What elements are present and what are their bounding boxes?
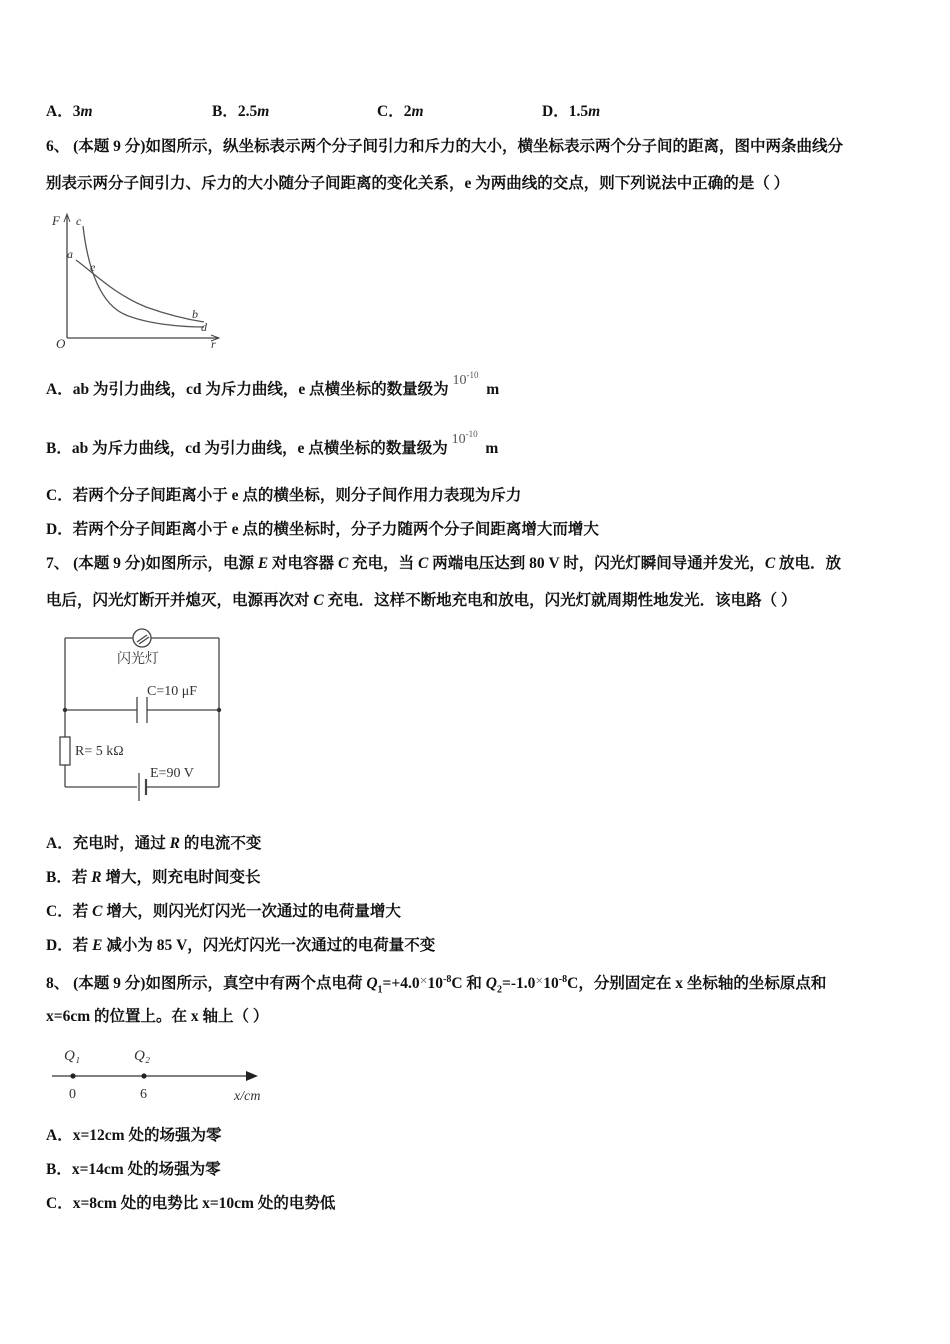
svg-text:R= 5 kΩ: R= 5 kΩ (75, 744, 124, 759)
q5-option-a: A．3m (46, 103, 93, 120)
q8-option-b: B．x=14cm 处的场强为零 (46, 1161, 221, 1178)
q6-force-graph (46, 210, 226, 355)
power-10: $10^{-10}$ (451, 429, 478, 447)
q8-axis-diagram (48, 1042, 278, 1104)
svg-text:Q₂: Q₂ (134, 1048, 151, 1064)
q6-option-d: D．若两个分子间距离小于 e 点的横坐标时，分子力随两个分子间距离增大而增大 (46, 521, 599, 538)
q6-option-b: B．ab 为斥力曲线，cd 为引力曲线，e 点横坐标的数量级为 $10^{-10}$ m (46, 429, 499, 457)
q7-option-c: C．若 C 增大，则闪光灯闪光一次通过的电荷量增大 (46, 903, 401, 920)
svg-text:F: F (52, 213, 60, 228)
q8-stem-line1: 8、 (本题 9 分)如图所示，真空中有两个点电荷 $Q_1=+4.0\times 10^{-8}C$ 和 $Q_2=-1.0\times 10^{-8}C$，分别固定在 x 坐标轴的坐标原点和 (46, 974, 827, 996)
q6-stem-line2: 别表示两分子间引力、斥力的大小随分子间距离的变化关系，e 为两曲线的交点，则下列说法中正确的是（ ） (46, 175, 790, 192)
svg-text:Q₁: Q₁ (64, 1048, 81, 1064)
q6-option-c: C．若两个分子间距离小于 e 点的横坐标，则分子间作用力表现为斥力 (46, 487, 522, 504)
svg-text:c: c (76, 214, 82, 228)
q7-stem-line2: 电后，闪光灯断开并熄灭，电源再次对 C 充电．这样不断地充电和放电，闪光灯就周期性地发光．该电路（ ） (46, 592, 797, 609)
svg-text:a: a (67, 247, 73, 261)
q6-stem-line1: 6、 (本题 9 分)如图所示，纵坐标表示两个分子间引力和斥力的大小，横坐标表示两个分子间的距离，图中两条曲线分 (46, 138, 843, 155)
svg-text:6: 6 (140, 1087, 147, 1102)
q5-option-b: B．2.5m (212, 103, 270, 120)
svg-text:b: b (192, 307, 198, 321)
q7-option-a: A．充电时，通过 R 的电流不变 (46, 835, 262, 852)
svg-text:C=10 μF: C=10 μF (147, 684, 198, 699)
svg-text:闪光灯: 闪光灯 (117, 652, 159, 667)
q7-circuit-diagram (55, 625, 230, 805)
q5-option-d: D．1.5m (542, 103, 601, 120)
svg-text:e: e (90, 260, 96, 274)
svg-text:x/cm: x/cm (234, 1089, 261, 1104)
q8-option-a: A．x=12cm 处的场强为零 (46, 1127, 222, 1144)
q5-option-c: C．2m (377, 103, 424, 120)
resistor-icon (60, 737, 70, 765)
q7-option-d: D．若 E 减小为 85 V，闪光灯闪光一次通过的电荷量不变 (46, 937, 436, 954)
svg-text:E=90 V: E=90 V (150, 766, 194, 781)
svg-text:r: r (211, 337, 216, 351)
q7-stem-line1: 7、 (本题 9 分)如图所示，电源 E 对电容器 C 充电，当 C 两端电压达到 80 V 时，闪光灯瞬间导通并发光，C 放电．放 (46, 555, 842, 572)
svg-text:O: O (56, 336, 66, 351)
power-10: $10^{-10}$ (452, 370, 479, 388)
svg-text:0: 0 (69, 1087, 76, 1102)
q8-stem-line2: x=6cm 的位置上。在 x 轴上（ ） (46, 1008, 269, 1025)
q8-option-c: C．x=8cm 处的电势比 x=10cm 处的电势低 (46, 1195, 336, 1212)
q7-option-b: B．若 R 增大，则充电时间变长 (46, 869, 261, 886)
q6-option-a: A．ab 为引力曲线，cd 为斥力曲线，e 点横坐标的数量级为 $10^{-10}$ m (46, 370, 500, 398)
svg-text:d: d (201, 320, 207, 334)
